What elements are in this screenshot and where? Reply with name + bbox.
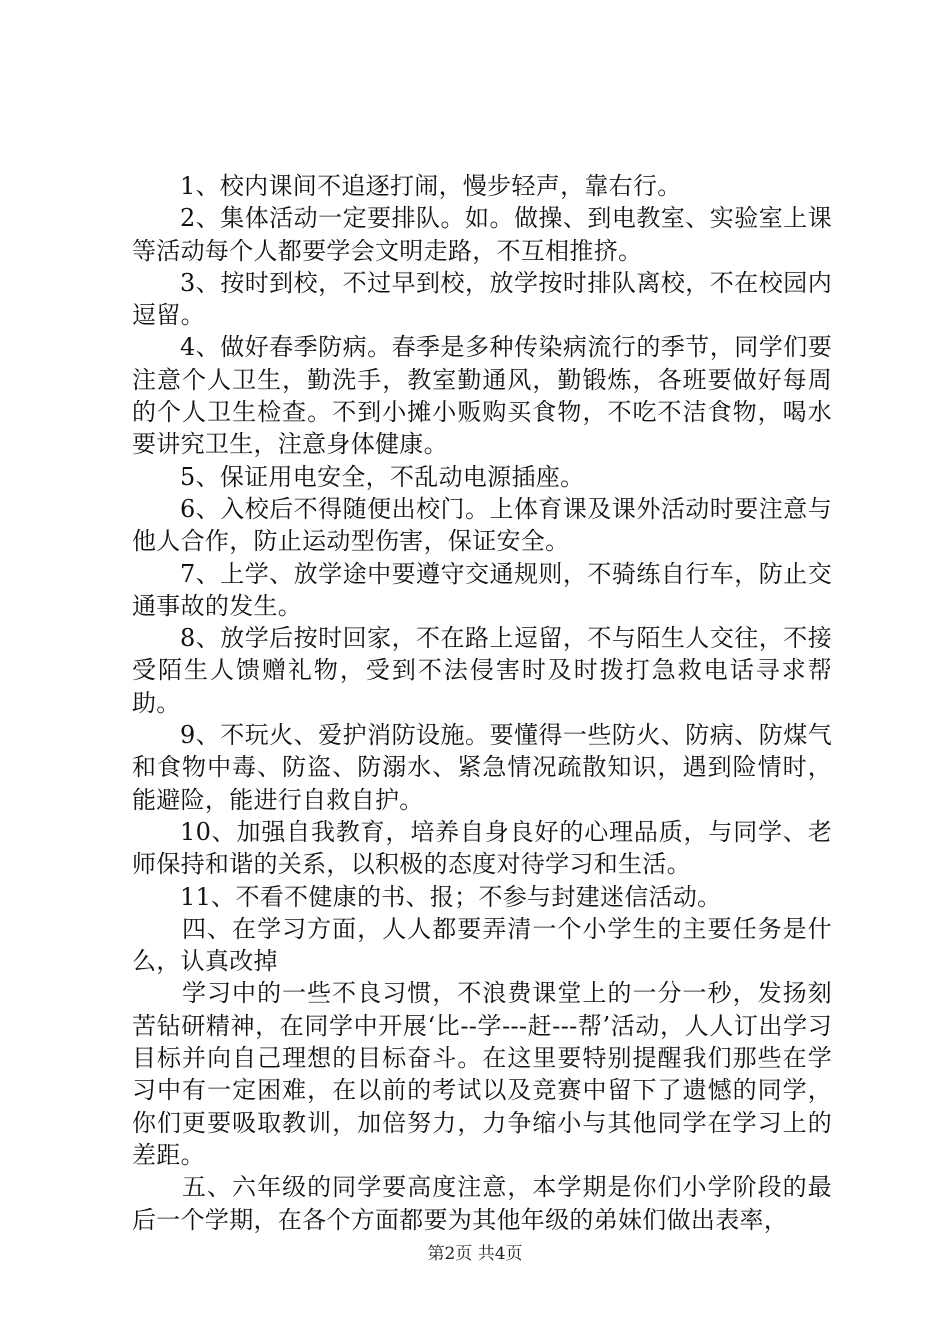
paragraph-study-habits: 学习中的一些不良习惯，不浪费课堂上的一分一秒，发扬刻苦钻研精神，在同学中开展‘比--学---赶---帮’活动，人人订出学习目标并向自己理想的目标奋斗。在这里要特别提醒我们那些在学习中有一定困难，在以前的考试以及竞赛中留下了遗憾的同学，你们更要吸取教训，加倍努力，力争缩小与其他同学在学习上的差距。 <box>132 979 832 1169</box>
paragraph-section-five: 五、六年级的同学要高度注意，本学期是你们小学阶段的最后一个学期，在各个方面都要为其他年级的弟妹们做出表率， <box>132 1173 832 1234</box>
page-number-footer: 第2页 共4页 <box>427 1244 523 1264</box>
paragraph-8: 8、放学后按时回家，不在路上逗留，不与陌生人交往，不接受陌生人馈赠礼物，受到不法侵害时及时拨打急救电话寻求帮助。 <box>132 624 832 717</box>
paragraph-1: 1、校内课间不追逐打闹，慢步轻声，靠右行。 <box>180 172 682 200</box>
paragraph-9: 9、不玩火、爱护消防设施。要懂得一些防火、防病、防煤气和食物中毒、防盗、防溺水、紧急情况疏散知识，遇到险情时，能避险，能进行自救自护。 <box>132 721 832 814</box>
paragraph-10: 10、加强自我教育，培养自身良好的心理品质，与同学、老师保持和谐的关系，以积极的态度对待学习和生活。 <box>132 817 832 879</box>
document-body <box>132 170 832 1236</box>
paragraph-11: 11、不看不健康的书、报；不参与封建迷信活动。 <box>180 882 722 911</box>
paragraph-section-four: 四、在学习方面，人人都要弄清一个小学生的主要任务是什么，认真改掉 <box>132 914 832 976</box>
paragraph-6: 6、入校后不得随便出校门。上体育课及课外活动时要注意与他人合作，防止运动型伤害，保证安全。 <box>132 494 832 556</box>
paragraph-2: 2、集体活动一定要排队。如。做操、到电教室、实验室上课等活动每个人都要学会文明走路，不互相推挤。 <box>132 204 832 265</box>
paragraph-5: 5、保证用电安全，不乱动电源插座。 <box>180 462 585 491</box>
paragraph-7: 7、上学、放学途中要遵守交通规则，不骑练自行车，防止交通事故的发生。 <box>132 559 832 620</box>
paragraph-3: 3、按时到校，不过早到校，放学按时排队离校，不在校园内逗留。 <box>132 268 832 330</box>
paragraph-4: 4、做好春季防病。春季是多种传染病流行的季节，同学们要注意个人卫生，勤洗手，教室勤通风，勤锻炼，各班要做好每周的个人卫生检查。不到小摊小贩购买食物，不吃不洁食物，喝水要讲究卫生，注意身体健康。 <box>132 333 832 459</box>
